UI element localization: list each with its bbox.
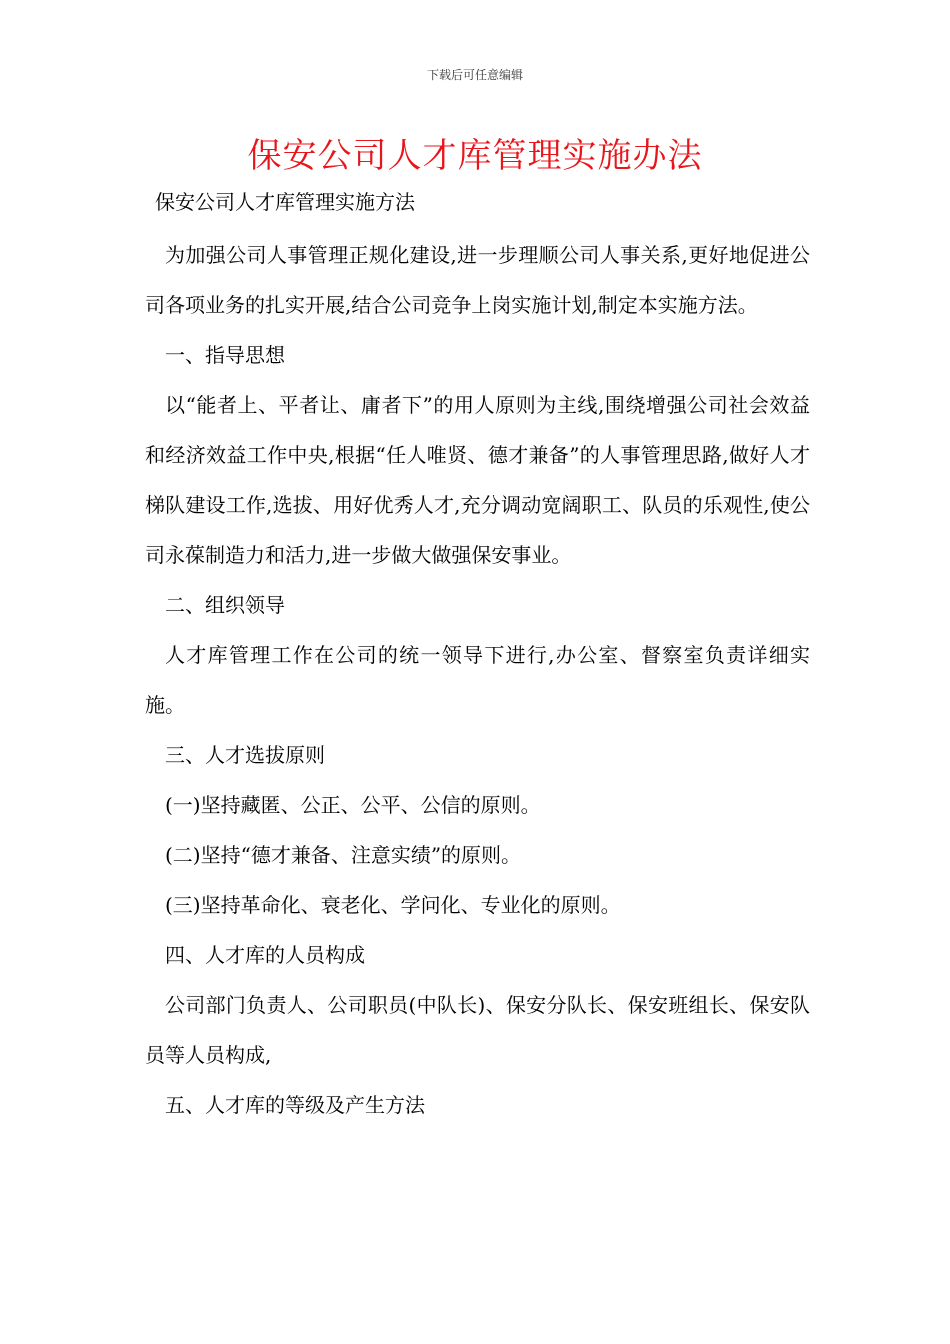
intro-paragraph: 为加强公司人事管理正规化建设,进一步理顺公司人事关系,更好地促进公司各项业务的扎实开展,结合公司竞争上岗实施计划,制定本实施方法。 — [145, 243, 810, 317]
principle-item-1: (一)坚持藏匿、公正、公平、公信的原则。 — [165, 793, 541, 817]
composition-paragraph: 公司部门负责人、公司职员(中队长)、保安分队长、保安班组长、保安队员等人员构成, — [145, 993, 810, 1067]
document-body — [145, 230, 810, 1130]
guiding-ideology-paragraph: 以“能者上、平者让、庸者下”的用人原则为主线,围绕增强公司社会效益和经济效益工作中央,根据“任人唯贤、德才兼备”的人事管理思路,做好人才梯队建设工作,选拔、用好优秀人才,充分调动宽阔职工、队员的乐观性,使公司永葆制造力和活力,进一步做大做强保安事业。 — [145, 393, 810, 567]
section-heading-composition: 四、人才库的人员构成 — [165, 943, 365, 967]
principle-item-2: (二)坚持“德才兼备、注意实绩”的原则。 — [165, 843, 522, 867]
section-heading-selection-principles: 三、人才选拔原则 — [165, 743, 325, 767]
section-heading-guiding-ideology: 一、指导思想 — [165, 343, 285, 367]
principle-item-3: (三)坚持革命化、衰老化、学问化、专业化的原则。 — [165, 893, 621, 917]
section-heading-organization: 二、组织领导 — [165, 593, 285, 617]
page-title: 保安公司人才库管理实施办法 — [247, 136, 703, 176]
section-heading-levels: 五、人才库的等级及产生方法 — [165, 1093, 425, 1117]
organization-paragraph: 人才库管理工作在公司的统一领导下进行,办公室、督察室负责详细实施。 — [145, 643, 810, 717]
header-note: 下载后可任意编辑 — [426, 68, 523, 82]
document-subtitle: 保安公司人才库管理实施方法 — [155, 190, 415, 214]
